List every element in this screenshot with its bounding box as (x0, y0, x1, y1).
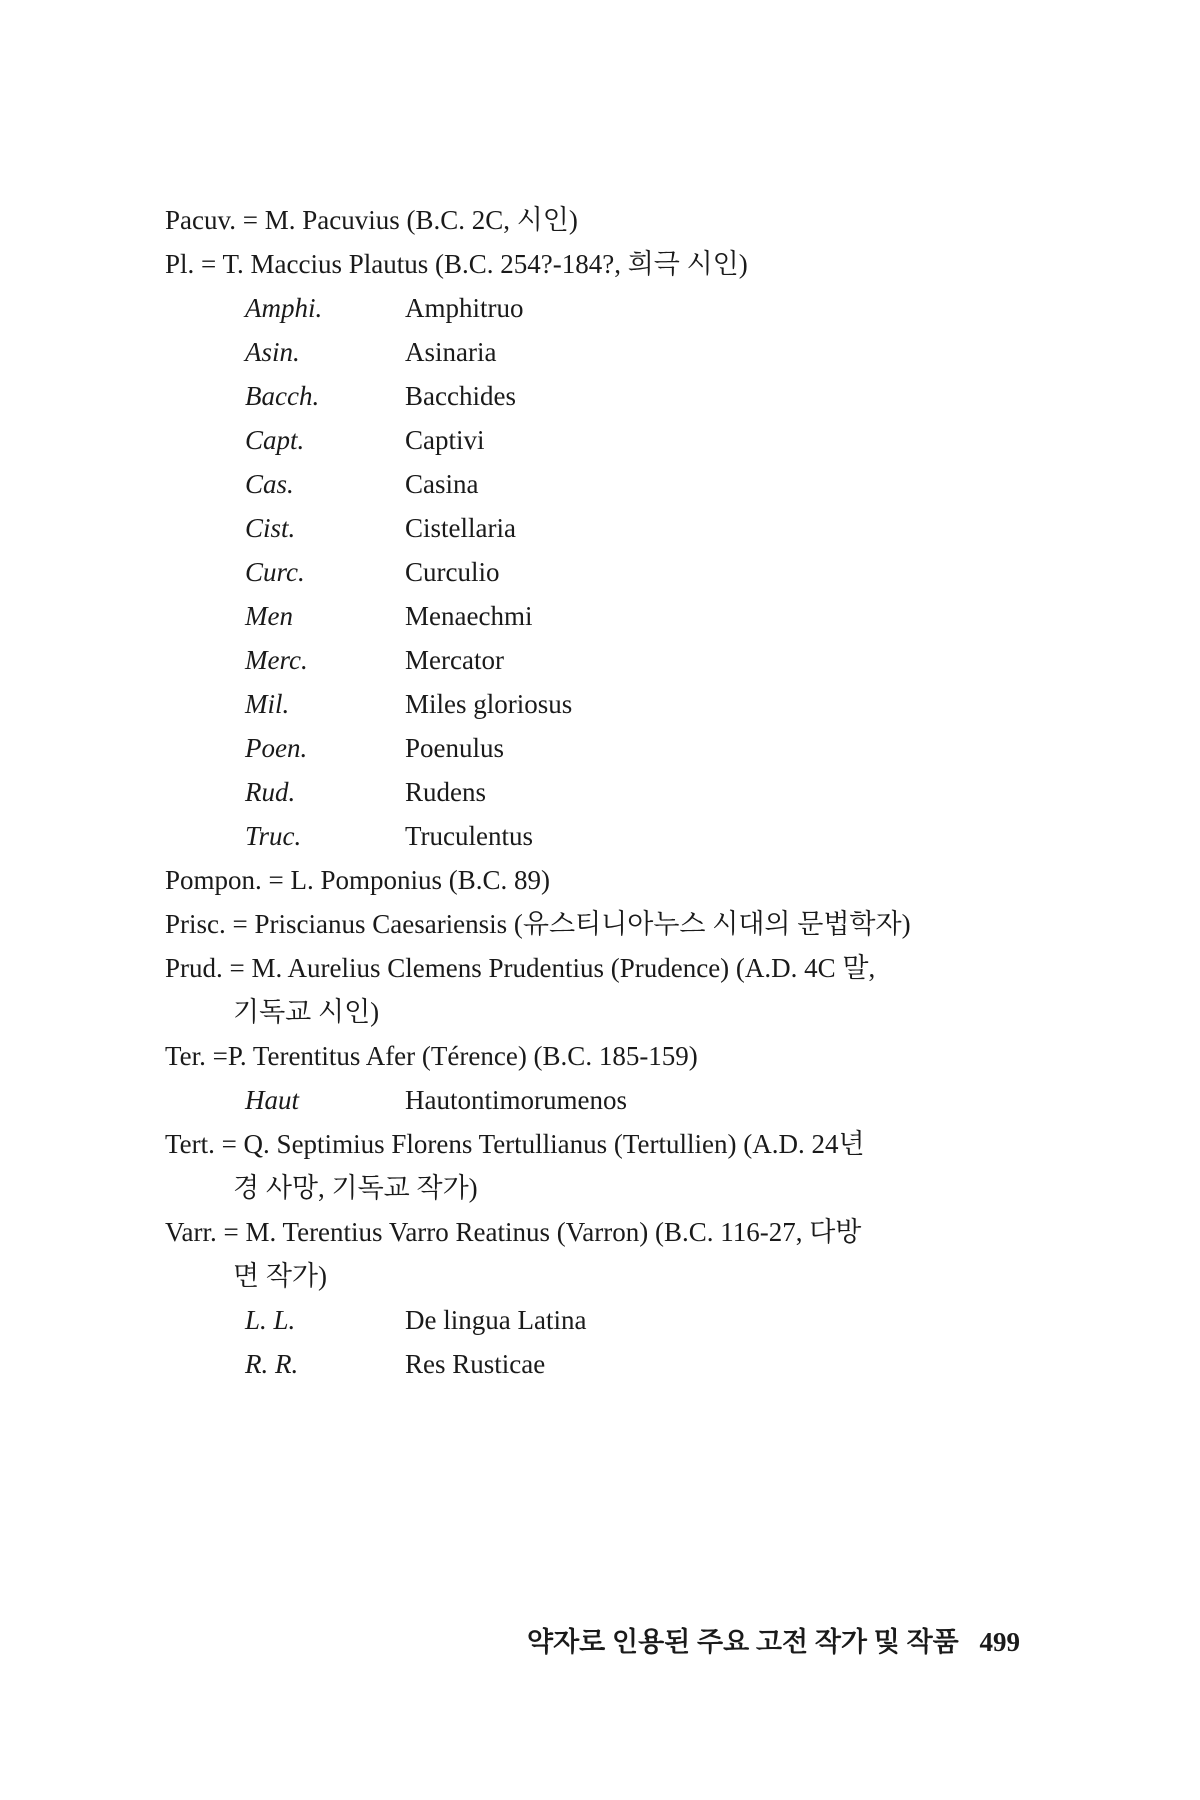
work-row (165, 682, 1045, 726)
work-title: De lingua Latina (405, 1305, 587, 1335)
varro-works-list (165, 1298, 1045, 1386)
work-title: Poenulus (405, 733, 505, 763)
work-row (165, 1078, 1045, 1122)
work-abbreviation: Cist. (245, 513, 296, 543)
entry-pompon: Pompon. = L. Pomponius (B.C. 89) (165, 865, 551, 895)
work-abbreviation: Haut (245, 1085, 299, 1115)
work-title: Amphitruo (405, 293, 524, 323)
entry-plautus: Pl. = T. Maccius Plautus (B.C. 254?-184?, 희극 시인) (165, 249, 748, 279)
work-title: Truculentus (405, 821, 534, 851)
work-row (165, 1342, 1045, 1386)
running-title: 약자로 인용된 주요 고전 작가 및 작품 (527, 1627, 959, 1657)
abbreviation-list (165, 198, 1045, 1386)
work-row (165, 418, 1045, 462)
entry-varr-continuation: 면 작가) (233, 1261, 327, 1291)
entry-tert-continuation: 경 사망, 기독교 작가) (233, 1173, 478, 1203)
entry-prisc: Prisc. = Priscianus Caesariensis (유스티니아누스 시대의 문법학자) (165, 909, 911, 939)
work-abbreviation: Amphi. (245, 293, 323, 323)
work-row (165, 286, 1045, 330)
work-abbreviation: Truc. (245, 821, 302, 851)
work-abbreviation: Capt. (245, 425, 305, 455)
work-row (165, 506, 1045, 550)
work-title: Rudens (405, 777, 486, 807)
work-title: Menaechmi (405, 601, 533, 631)
work-row (165, 374, 1045, 418)
work-title: Res Rusticae (405, 1349, 546, 1379)
work-title: Hautontimorumenos (405, 1085, 627, 1115)
terence-works-list (165, 1078, 1045, 1122)
page-footer (440, 1620, 1020, 1659)
work-abbreviation: Cas. (245, 469, 294, 499)
work-title: Curculio (405, 557, 500, 587)
work-abbreviation: Merc. (245, 645, 308, 675)
work-abbreviation: Curc. (245, 557, 305, 587)
work-row (165, 726, 1045, 770)
entry-varr: Varr. = M. Terentius Varro Reatinus (Varron) (B.C. 116-27, 다방 (165, 1217, 862, 1247)
work-row (165, 1298, 1045, 1342)
work-abbreviation: Rud. (245, 777, 296, 807)
work-abbreviation: R. R. (245, 1349, 299, 1379)
work-title: Cistellaria (405, 513, 516, 543)
work-title: Miles gloriosus (405, 689, 573, 719)
plautus-works-list (165, 286, 1045, 858)
entry-ter: Ter. =P. Terentitus Afer (Térence) (B.C. 185-159) (165, 1041, 698, 1071)
entry-pacuv: Pacuv. = M. Pacuvius (B.C. 2C, 시인) (165, 205, 578, 235)
entry-prud-continuation: 기독교 시인) (233, 997, 380, 1027)
work-abbreviation: L. L. (245, 1305, 296, 1335)
work-title: Asinaria (405, 337, 497, 367)
page-number: 499 (979, 1627, 1020, 1657)
work-abbreviation: Poen. (245, 733, 308, 763)
entry-prud: Prud. = M. Aurelius Clemens Prudentius (Prudence) (A.D. 4C 말, (165, 953, 876, 983)
work-title: Casina (405, 469, 479, 499)
work-row (165, 330, 1045, 374)
work-row (165, 770, 1045, 814)
work-abbreviation: Mil. (245, 689, 290, 719)
work-row (165, 638, 1045, 682)
work-row (165, 594, 1045, 638)
work-row (165, 550, 1045, 594)
work-abbreviation: Asin. (245, 337, 300, 367)
work-title: Captivi (405, 425, 485, 455)
entry-tert: Tert. = Q. Septimius Florens Tertullianus (Tertullien) (A.D. 24년 (165, 1129, 865, 1159)
work-title: Mercator (405, 645, 504, 675)
work-abbreviation: Men (245, 601, 293, 631)
work-title: Bacchides (405, 381, 516, 411)
work-abbreviation: Bacch. (245, 381, 320, 411)
work-row (165, 462, 1045, 506)
work-row (165, 814, 1045, 858)
